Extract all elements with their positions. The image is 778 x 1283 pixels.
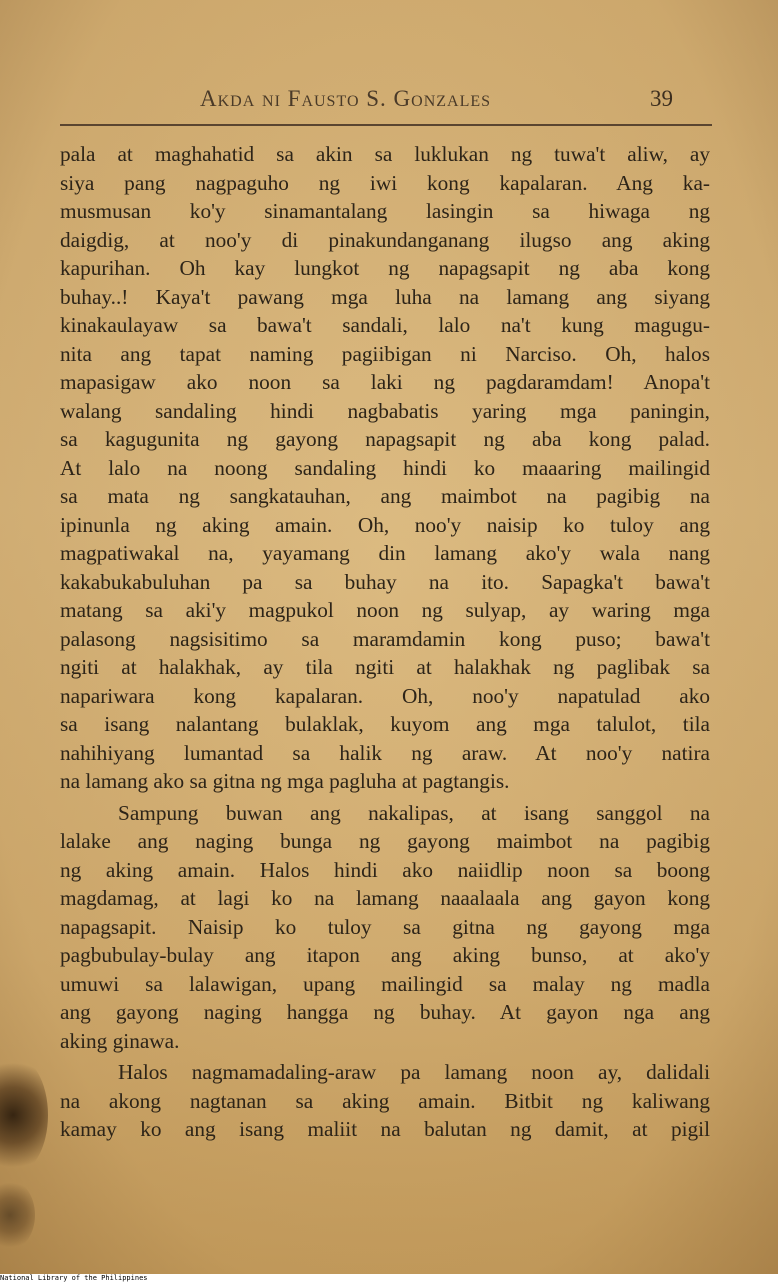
text-line: daigdig, at noo'y di pinakundanganang ilugso ang aking <box>60 227 710 252</box>
text-line: pala at maghahatid sa akin sa luklukan ng tuwa't aliw, ay <box>60 142 710 166</box>
header-rule <box>60 124 712 126</box>
text-line: matang sa aki'y magpukol noon ng sulyap, ay waring mga <box>60 598 710 622</box>
text-line: napagsapit. Naisip ko tuloy sa gitna ng gayong mga <box>60 914 710 939</box>
paragraph <box>60 140 710 796</box>
text-line: lalake ang naging bunga ng gayong maimbot na pagibig <box>60 829 710 853</box>
text-line: kinakaulayaw sa bawa't sandali, lalo na't kung magugu- <box>60 313 710 337</box>
text-line: na lamang ako sa gitna ng mga pagluha at pagtangis. <box>60 769 510 793</box>
text-line: palasong nagsisitimo sa maramdamin kong puso; bawa't <box>60 626 710 651</box>
page-number: 39 <box>650 86 673 111</box>
running-header: Akda ni Fausto S. Gonzales <box>200 86 492 111</box>
text-line: At lalo na noong sandaling hindi ko maaaring mailingid <box>60 455 710 480</box>
text-line: nita ang tapat naming pagiibigan ni Narciso. Oh, halos <box>60 341 710 366</box>
text-line: siya pang nagpaguho ng iwi kong kapalaran. Ang ka- <box>60 170 710 195</box>
text-line: magpatiwakal na, yayamang din lamang ako'y wala nang <box>60 541 710 565</box>
text-line: kakabukabuluhan pa sa buhay na ito. Sapagka't bawa't <box>60 569 710 594</box>
library-credit: National Library of the Philippines <box>0 1274 778 1283</box>
text-line: mapasigaw ako noon sa laki ng pagdaramdam! Anopa't <box>60 370 710 394</box>
text-line: umuwi sa lalawigan, upang mailingid sa malay ng madla <box>60 971 710 996</box>
text-line: musmusan ko'y sinamantalang lasingin sa hiwaga ng <box>60 199 710 223</box>
text-line: kapurihan. Oh kay lungkot ng napagsapit ng aba kong <box>60 256 710 280</box>
text-line: sa mata ng sangkatauhan, ang maimbot na pagibig na <box>60 484 710 508</box>
text-line: ang gayong naging hangga ng buhay. At gayon nga ang <box>60 1000 710 1024</box>
ink-stain <box>0 1180 35 1250</box>
text-line: kamay ko ang isang maliit na balutan ng damit, at pigil <box>60 1117 710 1141</box>
body-text <box>60 140 710 1144</box>
text-line: pagbubulay-bulay ang itapon ang aking bunso, at ako'y <box>60 943 710 967</box>
text-line: ngiti at halakhak, ay tila ngiti at halakhak ng paglibak sa <box>60 655 710 679</box>
paragraph <box>60 799 710 1056</box>
text-line: na akong nagtanan sa aking amain. Bitbit ng kaliwang <box>60 1088 710 1113</box>
text-line: walang sandaling hindi nagbabatis yaring mga paningin, <box>60 398 710 423</box>
text-line: nahihiyang lumantad sa halik ng araw. At noo'y natira <box>60 740 710 765</box>
text-line: napariwara kong kapalaran. Oh, noo'y napatulad ako <box>60 683 710 708</box>
ink-stain <box>0 1055 48 1175</box>
text-line: aking ginawa. <box>60 1028 180 1053</box>
paragraph <box>60 1058 710 1144</box>
text-line: Sampung buwan ang nakalipas, at isang sanggol na <box>118 800 710 825</box>
text-line: magdamag, at lagi ko na lamang naaalaala ang gayon kong <box>60 886 710 910</box>
text-line: buhay..! Kaya't pawang mga luha na lamang ang siyang <box>60 284 710 309</box>
text-line: ipinunla ng aking amain. Oh, noo'y naisip ko tuloy ang <box>60 512 710 537</box>
text-line: sa isang nalantang bulaklak, kuyom ang mga talulot, tila <box>60 712 710 736</box>
text-line: sa kagugunita ng gayong napagsapit ng aba kong palad. <box>60 427 710 451</box>
text-line: ng aking amain. Halos hindi ako naiidlip noon sa boong <box>60 857 710 882</box>
text-line: Halos nagmamadaling-araw pa lamang noon ay, dalidali <box>118 1060 710 1084</box>
